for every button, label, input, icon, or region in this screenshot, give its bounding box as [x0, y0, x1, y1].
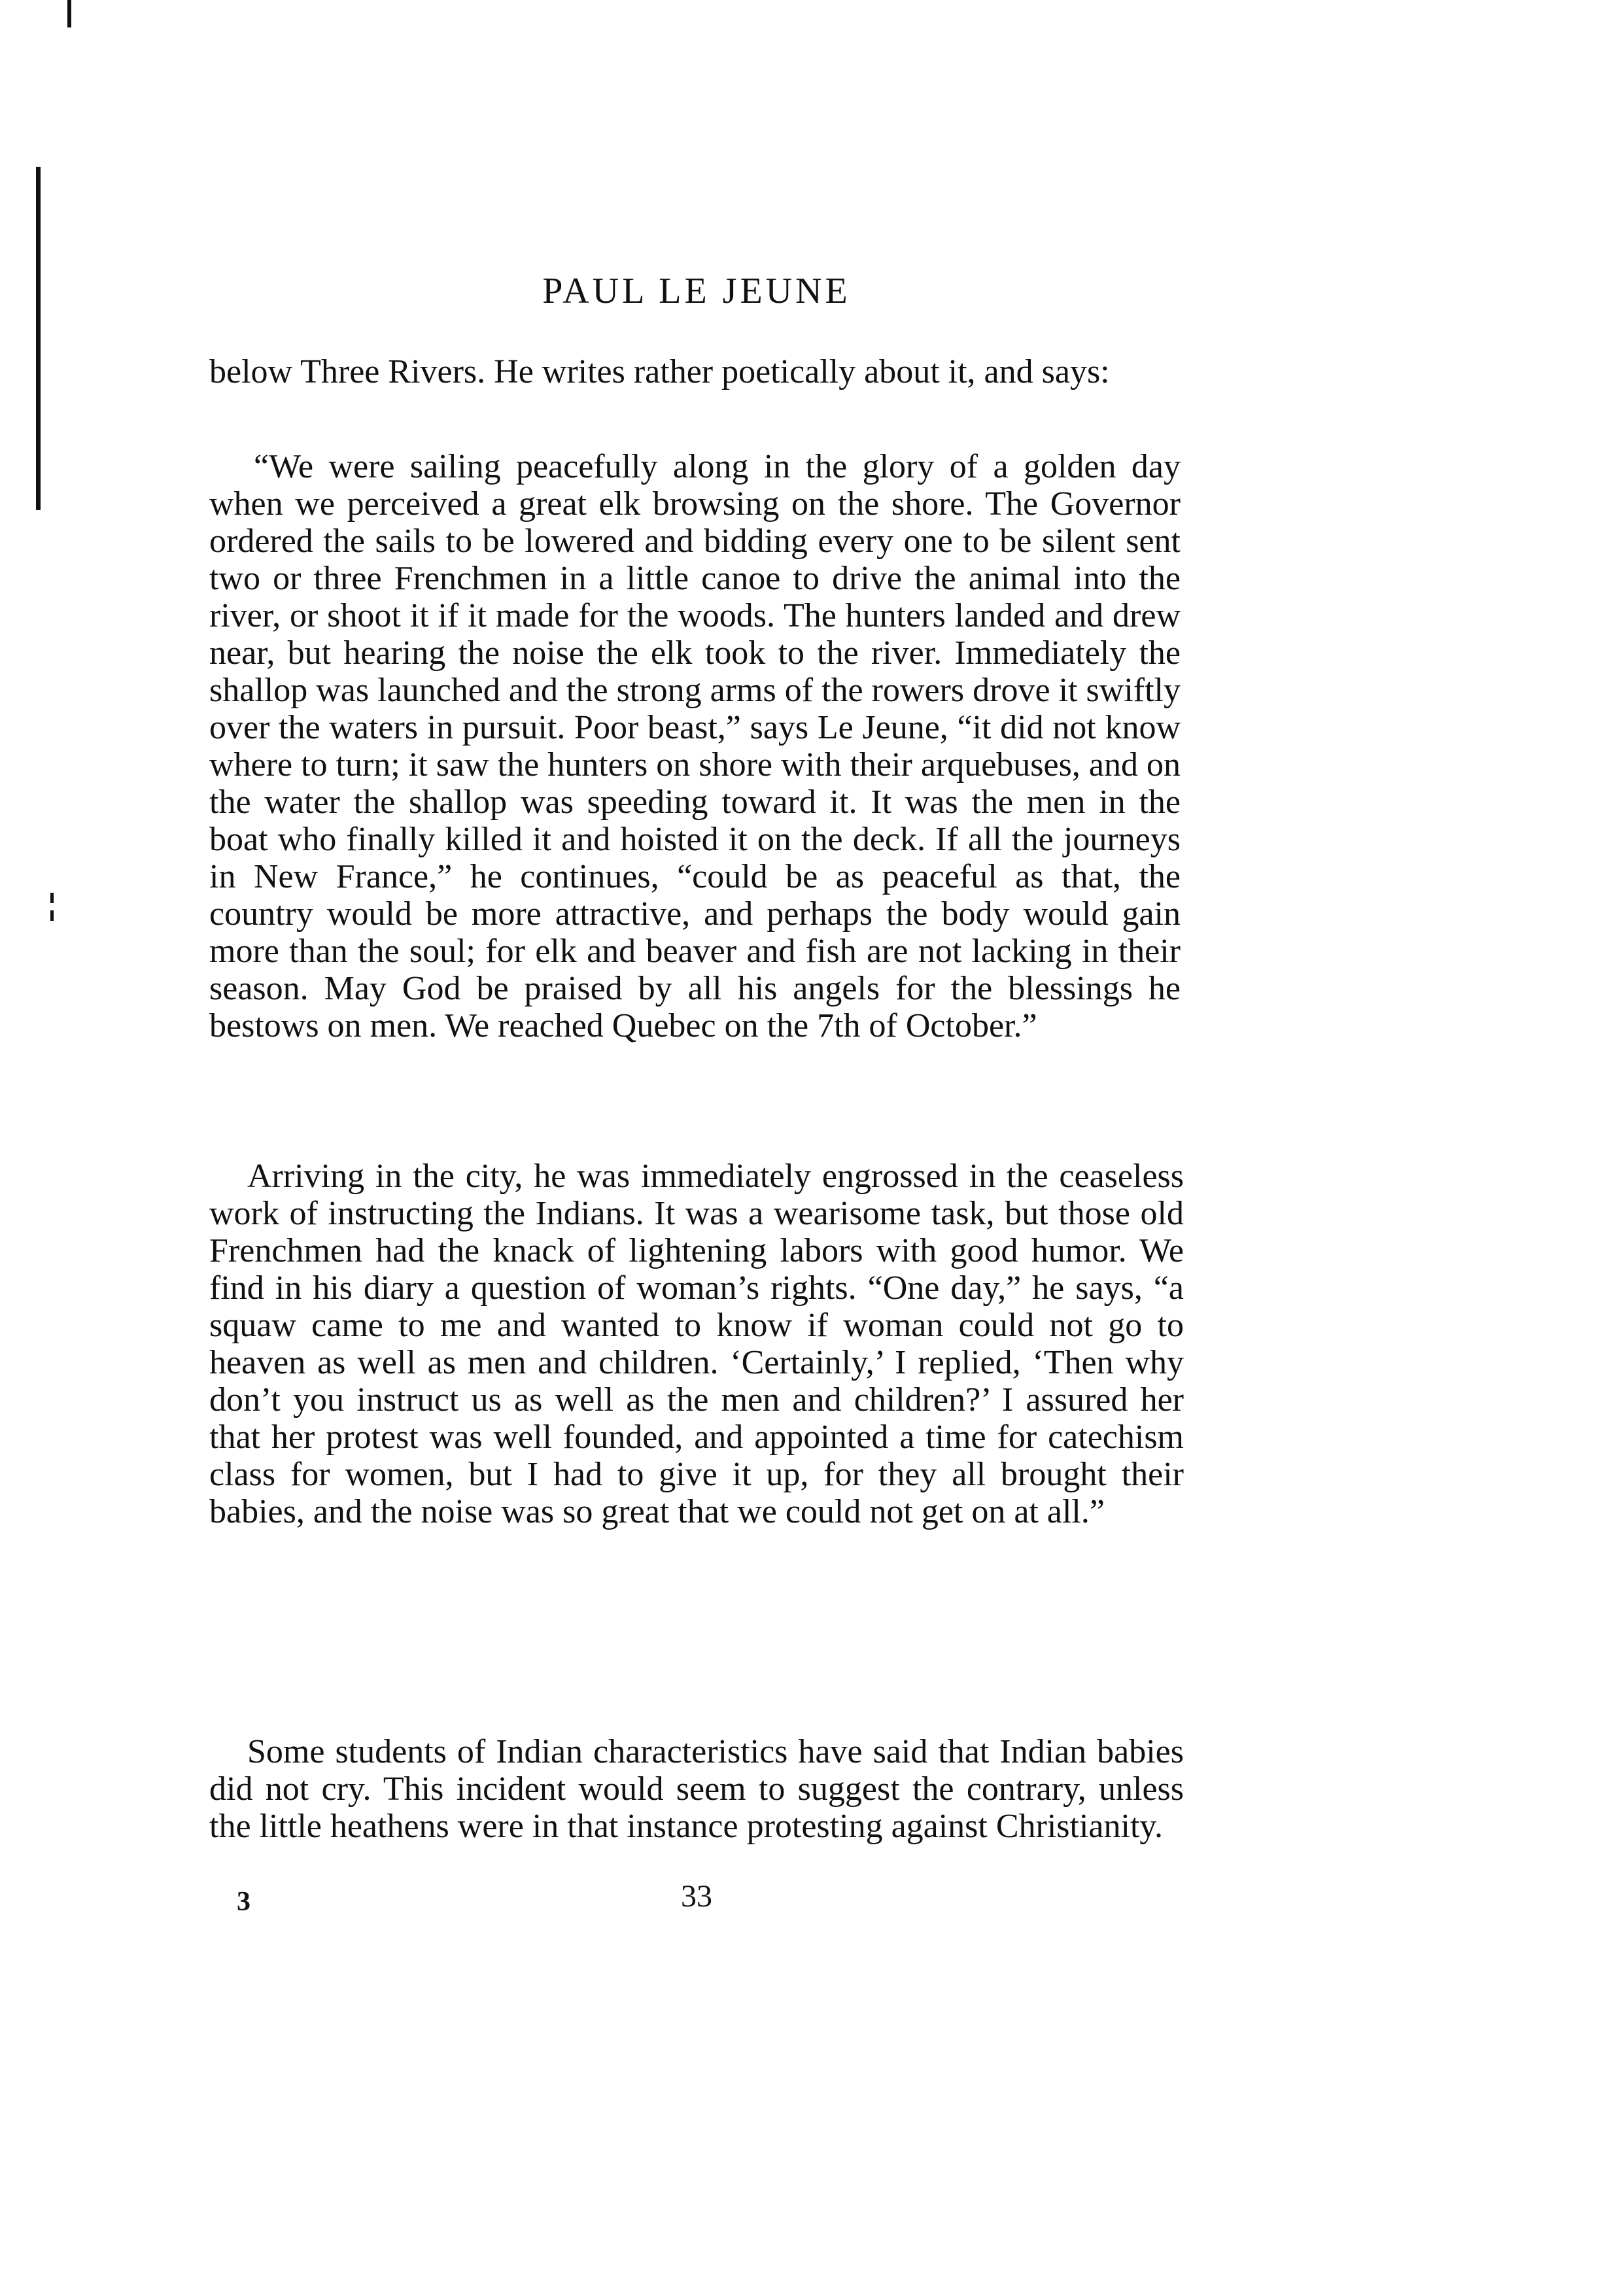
scan-margin-mark	[50, 893, 54, 903]
paragraph-intro: below Three Rivers. He writes rather poetically about it, and says:	[209, 353, 1110, 390]
running-head: PAUL LE JEUNE	[542, 271, 851, 311]
scan-margin-mark	[67, 0, 71, 27]
paragraph-quote: “We were sailing peacefully along in the glory of a golden day when we perceived a great elk browsing on the shore. The Governor ordered the sails to be lowered and bidding every one to be silent sent two or three Frenchmen in a little canoe to drive the animal into the river, or shoot it if it made for the woods. The hunters landed and drew near, but hearing the noise the elk took to the river. Immediately the shallop was launched and the strong arms of the rowers drove it swiftly over the waters in pursuit. Poor beast,” says Le Jeune, “it did not know where to turn; it saw the hunters on shore with their arquebuses, and on the water the shallop was speeding toward it. It was the men in the boat who finally killed it and hoisted it on the deck. If all the journeys in New France,” he continues, “could be as peaceful as that, the country would be more attractive, and perhaps the body would gain more than the soul; for elk and beaver and fish are not lacking in their season. May God be praised by all his angels for the blessings he bestows on men. We reached Quebec on the 7th of October.”	[209, 448, 1181, 1044]
scan-margin-mark	[50, 910, 54, 921]
scan-margin-bar	[36, 167, 41, 510]
paragraph-arriving: Arriving in the city, he was immediately engrossed in the ceaseless work of instructing the Indians. It was a wearisome task, but those old Frenchmen had the knack of lightening labors with good humor. We find in his diary a question of woman’s rights. “One day,” he says, “a squaw came to me and wanted to know if woman could not go to heaven as well as men and children. ‘Certainly,’ I replied, ‘Then why don’t you instruct us as well as the men and children?’ I assured her that her protest was well founded, and appointed a time for catechism class for women, but I had to give it up, for they all brought their babies, and the noise was so great that we could not get on at all.”	[209, 1158, 1184, 1530]
page-number: 33	[681, 1879, 712, 1914]
signature-mark: 3	[237, 1887, 251, 1917]
paragraph-some-students: Some students of Indian characteristics have said that Indian babies did not cry. This incident would seem to suggest the contrary, unless the little heathens were in that instance protesting against Christianity.	[209, 1733, 1184, 1845]
